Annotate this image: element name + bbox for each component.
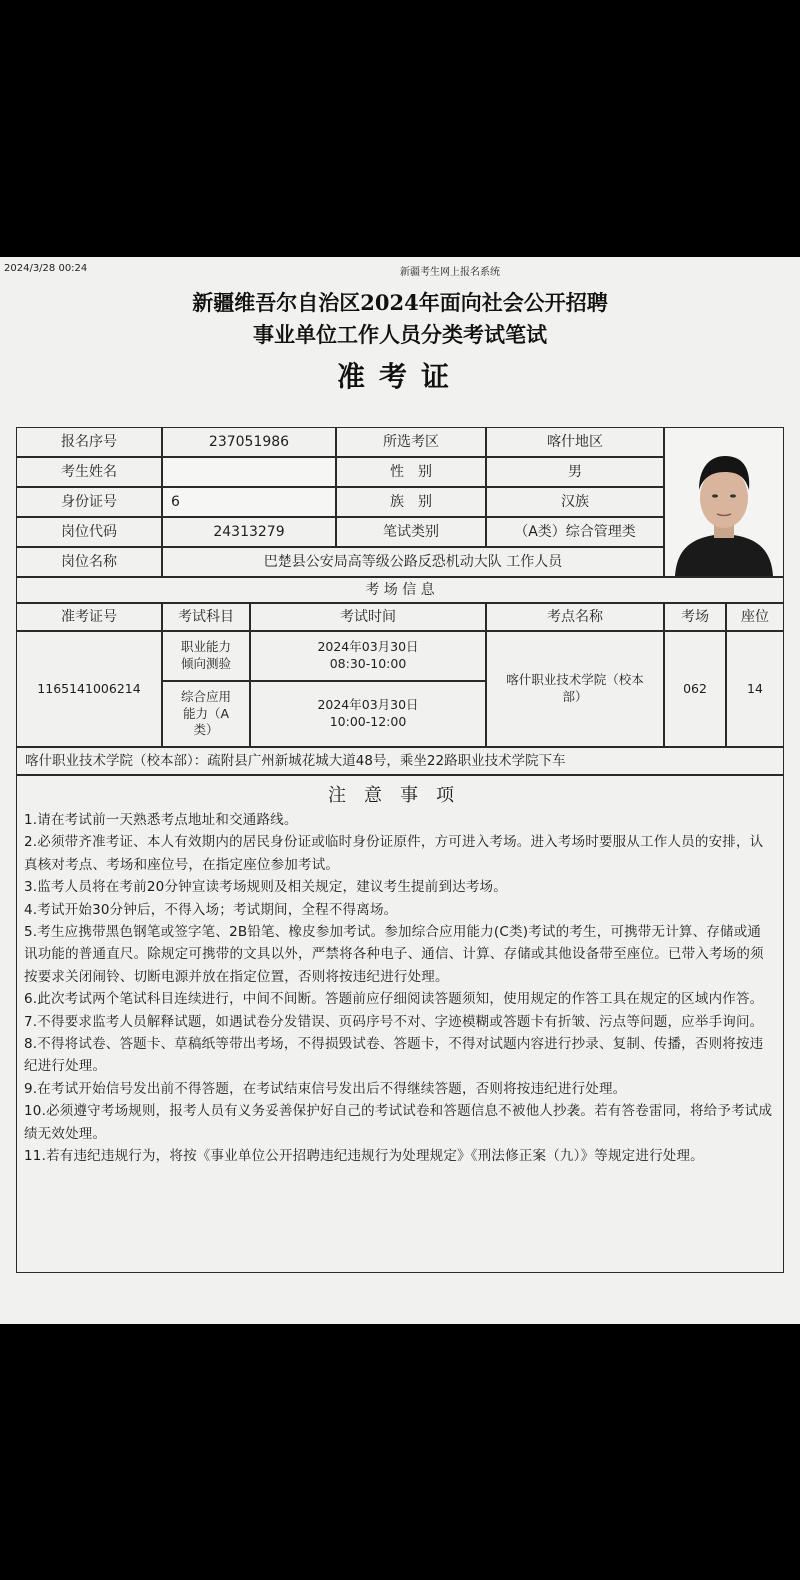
notice-item: 2.必须带齐准考证、本人有效期内的居民身份证或临时身份证原件，方可进入考场。进入考场时要服从工作人员的安排，认真核对考点、考场和座位号，在指定座位参加考试。	[24, 834, 764, 873]
post-name-value: 巴楚县公安局高等级公路反恐机动大队 工作人员	[162, 547, 664, 577]
id-label: 身份证号	[16, 487, 162, 517]
person-photo-icon	[665, 428, 783, 576]
notice-item: 11.若有违纪违规行为，将按《事业单位公开招聘违纪违规行为处理规定》《刑法修正案（九）》等规定进行处理。	[24, 1148, 704, 1165]
system-name: 新疆考生网上报名系统	[400, 267, 500, 278]
notice-item: 5.考生应携带黑色钢笔或签字笔、2B铅笔、橡皮参加考试。参加综合应用能力(C类)考试的考生，可携带无计算、存储或通讯功能的普通直尺。除规定可携带的文具以外，严禁将各种电子、通信、计算、存储或其他设备带至座位。已带入考场的须按要求关闭闹铃、切断电源并放在指定位置，否则将按违纪进行处理。	[24, 924, 764, 985]
admission-ticket-paper	[0, 257, 800, 1324]
site-value: 喀什职业技术学院（校本部）	[486, 631, 664, 747]
subject-1: 职业能力倾向测验	[162, 631, 250, 681]
name-label: 考生姓名	[16, 457, 162, 487]
title-line-1: 新疆维吾尔自治区2024年面向社会公开招聘	[192, 290, 608, 315]
id-value-redacted: 6	[162, 487, 336, 517]
time-1-range: 08:30-10:00	[329, 656, 407, 671]
ethnicity-label: 族 别	[336, 487, 486, 517]
ticket-no-header: 准考证号	[16, 603, 162, 631]
exam-type-value: （A类）综合管理类	[486, 517, 664, 547]
subject-2: 综合应用能力（A类）	[162, 681, 250, 747]
notice-item: 8.不得将试卷、答题卡、草稿纸等带出考场，不得损毁试卷、答题卡，不得对试题内容进行抄录、复制、传播，否则将按违纪进行处理。	[24, 1036, 764, 1075]
region-label: 所选考区	[336, 427, 486, 457]
notice-item: 6.此次考试两个笔试科目连续进行，中间不间断。答题前应仔细阅读答题须知，使用规定的作答工具在规定的区域内作答。	[24, 991, 764, 1008]
venue-address: 喀什职业技术学院（校本部）：疏附县广州新城花城大道48号，乘坐22路职业技术学院下车	[16, 747, 784, 775]
reg-no-label: 报名序号	[16, 427, 162, 457]
subject-header: 考试科目	[162, 603, 250, 631]
time-2-range: 10:00-12:00	[329, 714, 407, 729]
name-value-redacted	[162, 457, 336, 487]
time-2-date: 2024年03月30日	[317, 697, 419, 713]
post-code-label: 岗位代码	[16, 517, 162, 547]
candidate-photo	[664, 427, 784, 577]
gender-label: 性 别	[336, 457, 486, 487]
notice-item: 9.在考试开始信号发出前不得答题，在考试结束信号发出后不得继续答题，否则将按违纪进行处理。	[24, 1080, 627, 1097]
room-value: 062	[664, 631, 726, 747]
notice-item: 7.不得要求监考人员解释试题，如遇试卷分发错误、页码序号不对、字迹模糊或答题卡有折皱、污点等问题，应举手询问。	[24, 1013, 764, 1030]
notice-item: 4.考试开始30分钟后，不得入场；考试期间，全程不得离场。	[24, 901, 398, 918]
notice-list	[24, 809, 774, 1168]
seat-header: 座位	[726, 603, 784, 631]
time-header: 考试时间	[250, 603, 486, 631]
venue-section-title: 考 场 信 息	[16, 577, 784, 603]
notice-item: 1.请在考试前一天熟悉考点地址和交通路线。	[24, 812, 298, 828]
print-timestamp: 2024/3/28 00:24	[4, 263, 88, 274]
title-line-2: 事业单位工作人员分类考试笔试	[253, 322, 547, 347]
page-title: 准考证	[336, 360, 463, 393]
exam-type-label: 笔试类别	[336, 517, 486, 547]
ethnicity-value: 汉族	[486, 487, 664, 517]
reg-no-value: 237051986	[162, 427, 336, 457]
time-1-date: 2024年03月30日	[317, 639, 419, 655]
region-value: 喀什地区	[486, 427, 664, 457]
site-header: 考点名称	[486, 603, 664, 631]
post-name-label: 岗位名称	[16, 547, 162, 577]
room-header: 考场	[664, 603, 726, 631]
notice-title: 注意事项	[328, 785, 472, 806]
notice-item: 10.必须遵守考场规则，报考人员有义务妥善保护好自己的考试试卷和答题信息不被他人抄袭。若有答卷雷同，将给予考试成绩无效处理。	[24, 1103, 773, 1142]
seat-value: 14	[726, 631, 784, 747]
time-1	[250, 631, 486, 681]
notice-item: 3.监考人员将在考前20分钟宣读考场规则及相关规定，建议考生提前到达考场。	[24, 879, 507, 896]
gender-value: 男	[486, 457, 664, 487]
time-2	[250, 681, 486, 747]
ticket-table	[16, 427, 784, 1273]
post-code-value: 24313279	[162, 517, 336, 547]
ticket-no-value: 1165141006214	[16, 631, 162, 747]
